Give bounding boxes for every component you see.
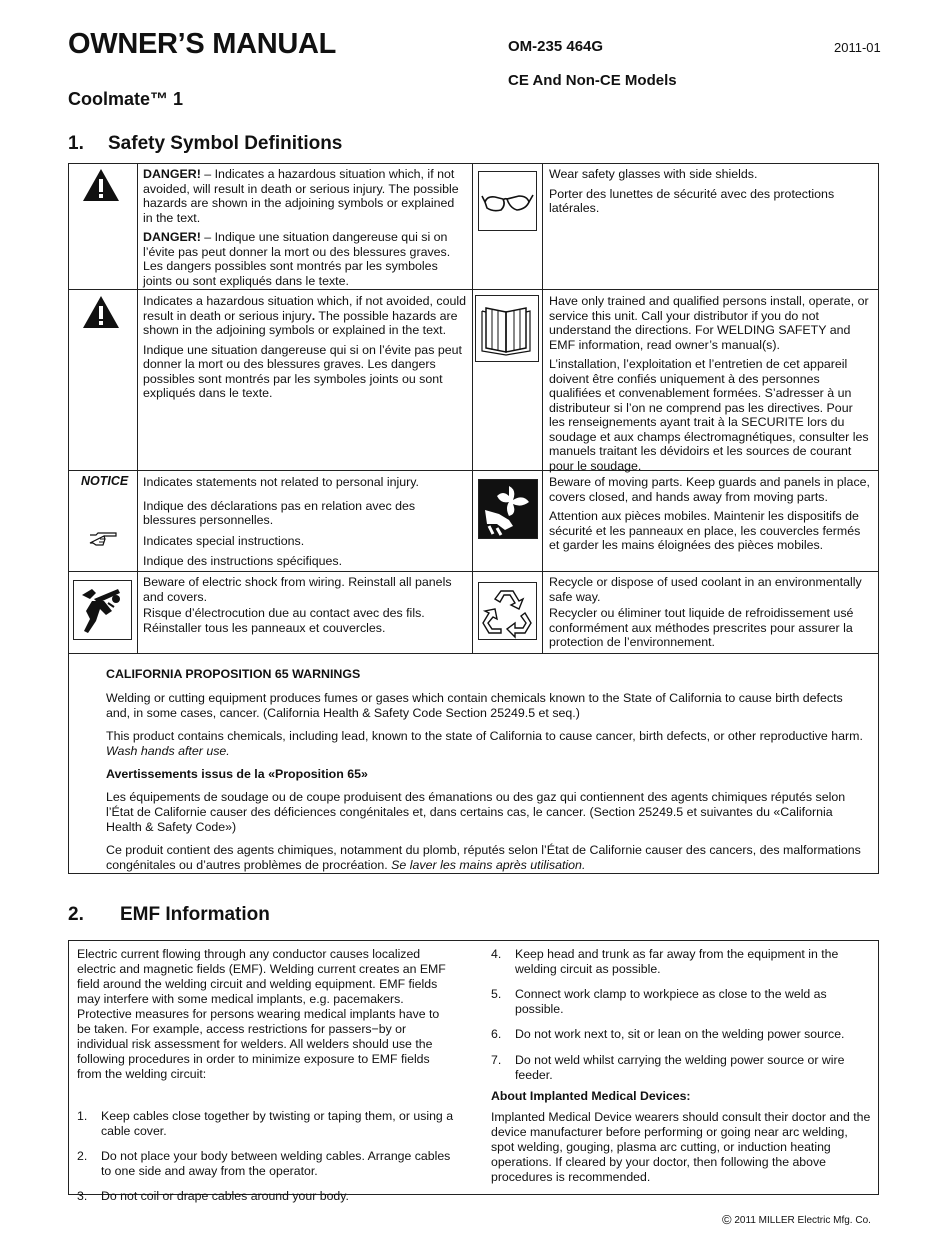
section-2-number: 2. (68, 904, 84, 925)
section-2-title: EMF Information (120, 904, 270, 925)
list-item: 2. Do not place your body between welding cables. Arrange cables to one side and away from the operator. (77, 1149, 451, 1178)
prop65-warnings (106, 667, 866, 881)
list-item: 5. Connect work clamp to workpiece as close to the weld as possible. (491, 987, 827, 1016)
section-1-title: Safety Symbol Definitions (108, 133, 343, 154)
safety-glasses-icon (479, 172, 536, 230)
read-manual-icon-box (475, 295, 539, 362)
safety-glasses-description: Wear safety glasses with side shields. Porter des lunettes de sécurité avec des protections latérales. (549, 167, 835, 215)
moving-parts-icon-box (478, 479, 538, 539)
recycle-icon-box (478, 582, 537, 640)
document-date: 2011-01 (834, 40, 881, 55)
danger-description: DANGER! – Indicates a hazardous situation which, if not avoided, will result in death or serious injury. The possible hazards are shown in the adjoining symbols or explained in the text. DANGER! – Indique une situation dangereuse qui si on l’évite pas peut donner la mort ou des blessures graves. Les dangers possibles sont montrés par les symboles joints ou sont expliqués dans le texte. (143, 167, 459, 288)
emf-right-column (491, 947, 871, 1185)
document-title: OWNER’S MANUAL (68, 28, 337, 60)
emf-left-column (77, 947, 454, 1204)
pointing-hand-icon (88, 530, 118, 548)
recycle-description: Recycle or dispose of used coolant in an environmentally safe way. Recycler ou éliminer tout liquide de refroidissement usé conformément aux méthodes prescrites pour assurer la protection de l’environnement. (549, 575, 862, 649)
read-manual-icon (476, 296, 538, 361)
moving-parts-icon (479, 480, 537, 538)
prop65-paragraph: Welding or cutting equipment produces fumes or gases which contain chemicals known to the State of California to cause birth defects and, in some cases, cancer. (California Health & Safety Code Section 25249.5 et seq.) (106, 691, 843, 720)
list-item: 1. Keep cables close together by twisting or taping them, or using a cable cover. (77, 1109, 454, 1138)
electric-shock-icon (74, 581, 131, 639)
emf-intro: Electric current flowing through any conductor causes localized electric and magnetic fields (EMF). Welding current creates an EMF field around the welding circuit and welding equipment. EMF fields may interfere with some medical implants, e.g. pacemakers. Protective measures for persons wearing medical implants have to be taken. For example, access restrictions for passers−by or individual risk assessment for welders. All welders should use the following procedures in order to minimize exposure to EMF fields from the welding circuit: (77, 947, 446, 1081)
recycle-icon (479, 583, 536, 639)
list-item: 6. Do not work next to, sit or lean on the welding power source. (491, 1027, 845, 1041)
notice-description: Indicates statements not related to personal injury. Indique des déclarations pas en relation avec des blessures personnelles. Indicates special instructions. Indique des instructions spécifiques. (143, 475, 419, 568)
prop65-paragraph: Ce produit contient des agents chimiques, notamment du plomb, réputés selon l’État de Californie causer des cancers, des malformations congénitales ou d’autres problèmes de procréation. Se laver les mains après utilisation. (106, 843, 861, 872)
document-code: OM-235 464G (508, 38, 604, 55)
product-name: Coolmate™ 1 (68, 89, 184, 109)
section-1-number: 1. (68, 133, 84, 154)
warning-description: Indicates a hazardous situation which, if not avoided, could result in death or serious injury. The possible hazards are shown in the adjoining symbols or explained in the text. Indique une situation dangereuse qui si on l’évite pas peut donner la mort ou des blessures graves. Les dangers possibles sont montrés par les symboles joints ou sont expliqués dans le texte. (143, 294, 467, 400)
implant-text: Implanted Medical Device wearers should consult their doctor and the device manufacturer before performing or going near arc welding, spot welding, gouging, plasma arc cutting, or induction heating operations. If cleared by your doctor, then following the above procedures is recommended. (491, 1110, 871, 1184)
prop65-heading-fr: Avertissements issus de la «Proposition 65» (106, 767, 368, 781)
prop65-heading: CALIFORNIA PROPOSITION 65 WARNINGS (106, 667, 361, 681)
prop65-paragraph: This product contains chemicals, including lead, known to the state of California to cause cancer, birth defects, or other reproductive harm. Wash hands after use. (106, 729, 863, 758)
section-1-heading (68, 133, 342, 155)
copyright-icon: © (722, 1212, 732, 1227)
implant-heading: About Implanted Medical Devices: (491, 1089, 691, 1103)
moving-parts-description: Beware of moving parts. Keep guards and panels in place, covers closed, and hands away from moving parts. Attention aux pièces mobiles. Maintenir les dispositifs de sécurité et les panneaux en place, les couvercles fermés et garder les mains éloignées des pièces mobiles. (549, 475, 870, 552)
copyright-text: 2011 MILLER Electric Mfg. Co. (734, 1215, 871, 1226)
read-manual-description: Have only trained and qualified persons install, operate, or service this unit. Call your distributor if you do not understand the directions. For WELDING SAFETY and EMF information, read owner’s manual(s). L’installation, l’exploitation et l’entretien de cet appareil doivent être confiés uniquement à des personnes qualifiées et convenablement formées. S’adresser à un distributeur si l’on ne comprend pas les directives. Pour les renseignements ayant trait à la SECURITE lors du soudage et aux champs électromagnétiques, consulter les manuels traitant les dévidoirs et les sources de courant pour le soudage. (549, 294, 869, 473)
list-item: 3. Do not coil or drape cables around your body. (77, 1189, 349, 1203)
electric-shock-icon-box (73, 580, 132, 640)
electric-shock-description: Beware of electric shock from wiring. Reinstall all panels and covers. Risque d’électrocution due au contact avec des fils. Réinstaller tous les panneaux et couvercles. (143, 575, 452, 635)
danger-triangle-icon (82, 168, 120, 202)
list-item: 4. Keep head and trunk as far away from the equipment in the welding circuit as possible. (491, 947, 839, 976)
section-2-heading (68, 904, 270, 926)
prop65-paragraph: Les équipements de soudage ou de coupe produisent des émanations ou des gaz qui contiennent des agents chimiques réputés selon l’État de Californie causer des déficiences congénitales et, dans certains cas, le cancer. (Section 25249.5 et suivantes du «California Health & Safety Code») (106, 790, 846, 834)
models-label: CE And Non-CE Models (508, 72, 677, 89)
notice-label: NOTICE (81, 474, 129, 488)
warning-triangle-icon (82, 295, 120, 329)
list-item: 7. Do not weld whilst carrying the welding power source or wire feeder. (491, 1053, 845, 1082)
copyright (722, 1212, 871, 1227)
safety-glasses-icon-box (478, 171, 537, 231)
